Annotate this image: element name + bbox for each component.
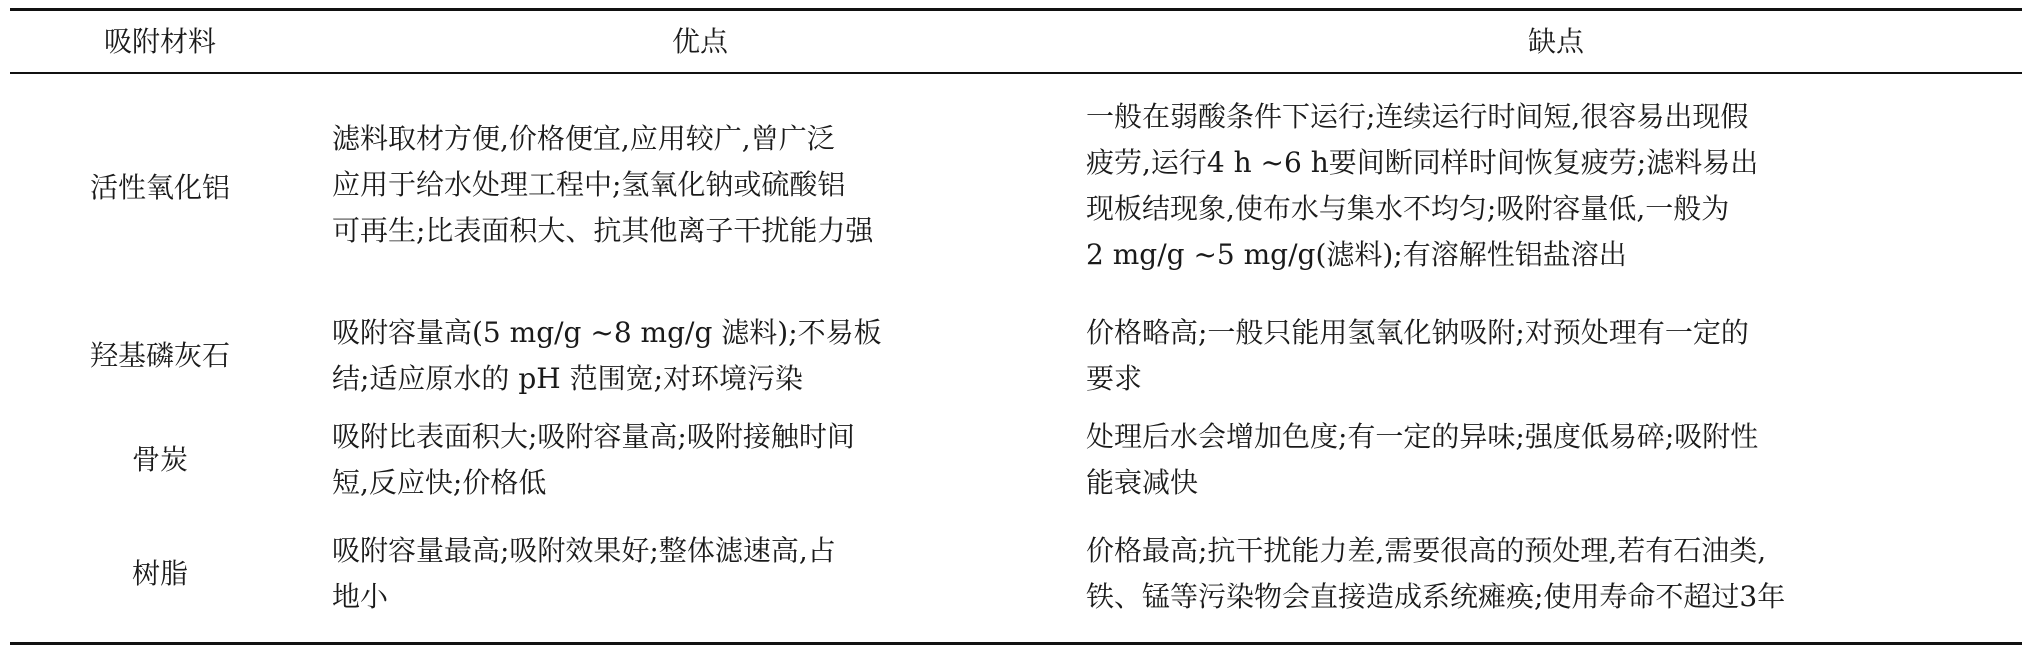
material-cell: 树脂	[131, 557, 188, 590]
pros-cell	[332, 528, 1092, 620]
cons-line: 疲劳,运行4 h ~6 h要间断同样时间恢复疲劳;滤料易出	[1086, 146, 1759, 179]
cons-cell	[1086, 94, 2016, 278]
table-row	[10, 302, 2022, 402]
table-row	[10, 522, 2022, 632]
cons-line: 处理后水会增加色度;有一定的异味;强度低易碎;吸附性	[1086, 420, 1759, 453]
cons-line: 一般在弱酸条件下运行;连续运行时间短,很容易出现假	[1086, 100, 1749, 133]
header-cons: 缺点	[1527, 25, 1584, 58]
cons-line: 要求	[1086, 362, 1143, 395]
cons-line: 2 mg/g ~5 mg/g(滤料);有溶解性铝盐溶出	[1086, 238, 1627, 271]
header-pros: 优点	[671, 25, 728, 58]
cons-cell	[1086, 310, 2016, 402]
pros-line: 应用于给水处理工程中;氢氧化钠或硫酸铝	[332, 168, 846, 201]
pros-line: 短,反应快;价格低	[332, 466, 547, 499]
cons-cell	[1086, 528, 2016, 620]
pros-line: 吸附容量最高;吸附效果好;整体滤速高,占	[332, 534, 836, 567]
pros-line: 地小	[332, 580, 389, 613]
table-row	[10, 100, 2022, 294]
pros-cell	[332, 310, 1092, 402]
pros-line: 可再生;比表面积大、抗其他离子干扰能力强	[332, 214, 874, 247]
pros-line: 吸附容量高(5 mg/g ~8 mg/g 滤料);不易板	[332, 316, 882, 349]
cons-line: 现板结现象,使布水与集水不均匀;吸附容量低,一般为	[1086, 192, 1730, 225]
pros-cell	[332, 116, 1092, 254]
table-bottom-rule	[10, 642, 2022, 645]
cons-line: 价格最高;抗干扰能力差,需要很高的预处理,若有石油类,	[1086, 534, 1767, 567]
cons-line: 能衰减快	[1086, 466, 1199, 499]
pros-line: 滤料取材方便,价格便宜,应用较广,曾广泛	[332, 122, 835, 155]
material-cell: 活性氧化铝	[89, 171, 230, 204]
table-header-rule	[10, 72, 2022, 74]
pros-line: 吸附比表面积大;吸附容量高;吸附接触时间	[332, 420, 855, 453]
material-cell: 羟基磷灰石	[89, 339, 230, 372]
material-cell: 骨炭	[131, 443, 188, 476]
table-row	[10, 408, 2022, 508]
cons-line: 价格略高;一般只能用氢氧化钠吸附;对预处理有一定的	[1086, 316, 1749, 349]
pros-cell	[332, 414, 1092, 506]
cons-cell	[1086, 414, 2016, 506]
cons-line: 铁、锰等污染物会直接造成系统瘫痪;使用寿命不超过3年	[1086, 580, 1786, 613]
pros-line: 结;适应原水的 pH 范围宽;对环境污染	[332, 362, 804, 395]
table-top-rule	[10, 8, 2022, 11]
header-material: 吸附材料	[103, 25, 216, 58]
